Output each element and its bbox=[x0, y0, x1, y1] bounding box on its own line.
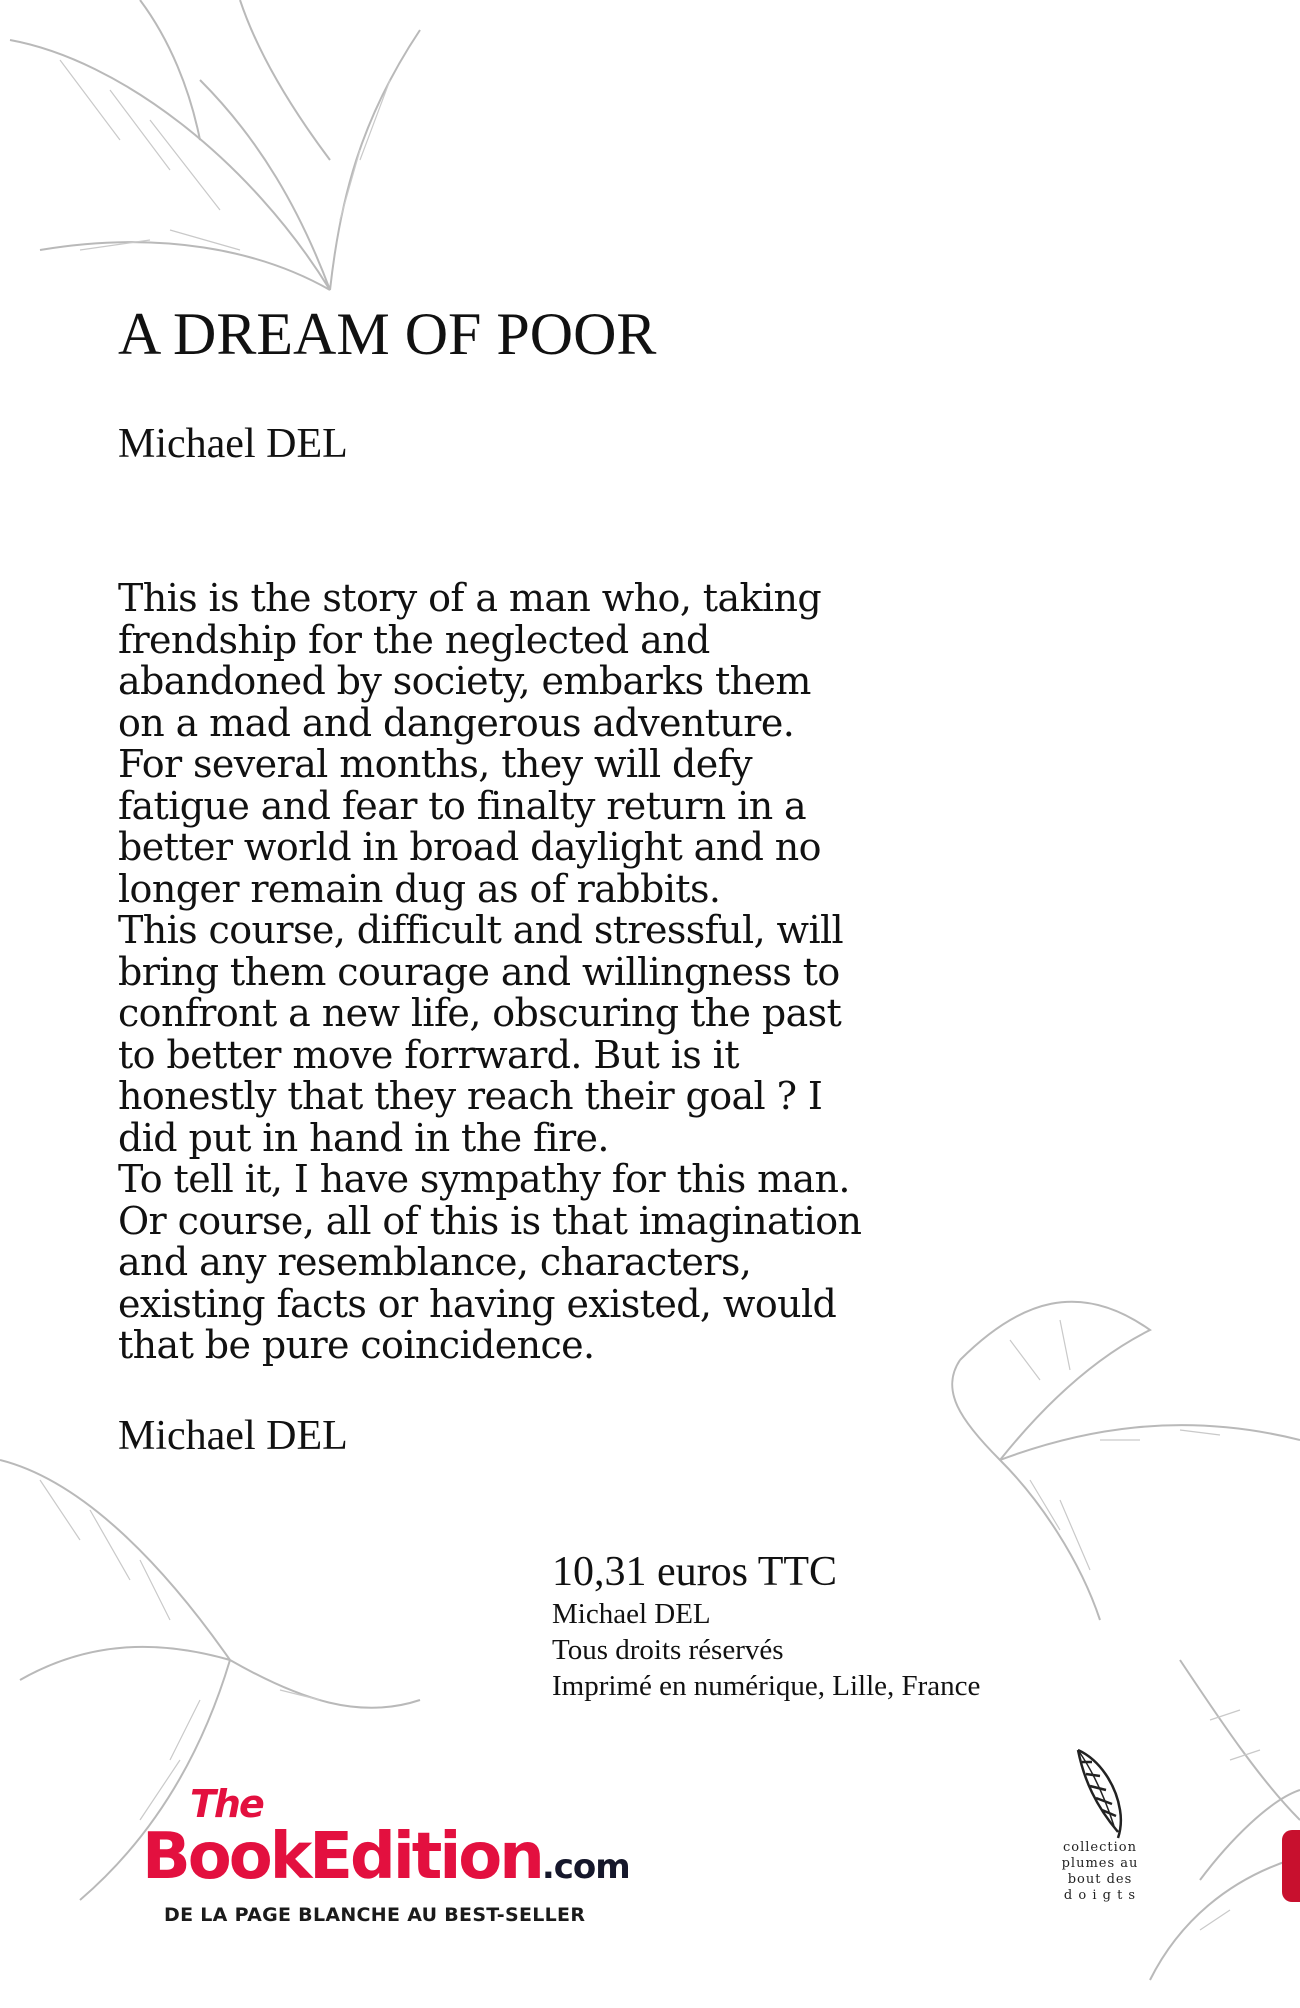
rights-notice: Tous droits réservés bbox=[552, 1634, 784, 1666]
blurb-line: frendship for the neglected and bbox=[118, 617, 710, 662]
leaf-top-left bbox=[10, 0, 420, 290]
logo-tagline: DE LA PAGE BLANCHE AU BEST-SELLER bbox=[164, 1904, 586, 1926]
blurb-line: Or course, all of this is that imagination bbox=[118, 1198, 862, 1243]
book-blurb bbox=[118, 578, 998, 1367]
blurb-line: that be pure coincidence. bbox=[118, 1323, 595, 1367]
blurb-line: This course, difficult and stressful, will bbox=[118, 908, 844, 952]
pricing-block bbox=[552, 1548, 980, 1704]
blurb-line: abandoned by society, embarks them bbox=[118, 659, 811, 703]
blurb-line: For several months, they will defy bbox=[118, 742, 752, 786]
price: 10,31 euros TTC bbox=[552, 1549, 838, 1595]
logo-domain: .com bbox=[541, 1847, 630, 1887]
author-signature: Michael DEL bbox=[118, 1413, 348, 1459]
blurb-line: existing facts or having existed, would bbox=[118, 1281, 837, 1326]
blurb-line: longer remain dug as of rabbits. bbox=[118, 866, 721, 911]
print-notice: Imprimé en numérique, Lille, France bbox=[552, 1670, 981, 1702]
red-edge-mark bbox=[1282, 1830, 1300, 1902]
logo-the: The bbox=[190, 1782, 263, 1826]
book-title: A DREAM OF POOR bbox=[118, 301, 657, 367]
collection-line: collection bbox=[1063, 1840, 1137, 1855]
blurb-line: This is the story of a man who, taking bbox=[118, 576, 822, 620]
blurb-line: did put in hand in the fire. bbox=[118, 1115, 609, 1160]
blurb-line: on a mad and dangerous adventure. bbox=[118, 700, 795, 745]
blurb-line: fatigue and fear to finalty return in a bbox=[118, 783, 807, 828]
collection-line: d o i g t s bbox=[1063, 1888, 1137, 1903]
leaf-bottom-right bbox=[1150, 1660, 1300, 1980]
blurb-line: To tell it, I have sympathy for this man. bbox=[118, 1157, 850, 1201]
collection-line: plumes au bbox=[1061, 1856, 1139, 1871]
blurb-line: bring them courage and willingness to bbox=[118, 949, 840, 994]
collection-line: bout des bbox=[1067, 1872, 1133, 1887]
author-name: Michael DEL bbox=[118, 421, 348, 467]
pricing-author: Michael DEL bbox=[552, 1598, 711, 1630]
blurb-line: and any resemblance, characters, bbox=[118, 1240, 752, 1284]
logo-wordmark bbox=[142, 1820, 630, 1894]
logo-name: BookEdition bbox=[142, 1820, 542, 1894]
collection-mark bbox=[1040, 1740, 1160, 1904]
blurb-line: confront a new life, obscuring the past bbox=[118, 991, 842, 1035]
leaf-right-middle bbox=[952, 1302, 1300, 1620]
blurb-line: honestly that they reach their goal ? I bbox=[118, 1074, 823, 1118]
feather-icon bbox=[1070, 1740, 1130, 1840]
blurb-line: to better move forrward. But is it bbox=[118, 1032, 739, 1077]
blurb-line: better world in broad daylight and no bbox=[118, 825, 821, 869]
